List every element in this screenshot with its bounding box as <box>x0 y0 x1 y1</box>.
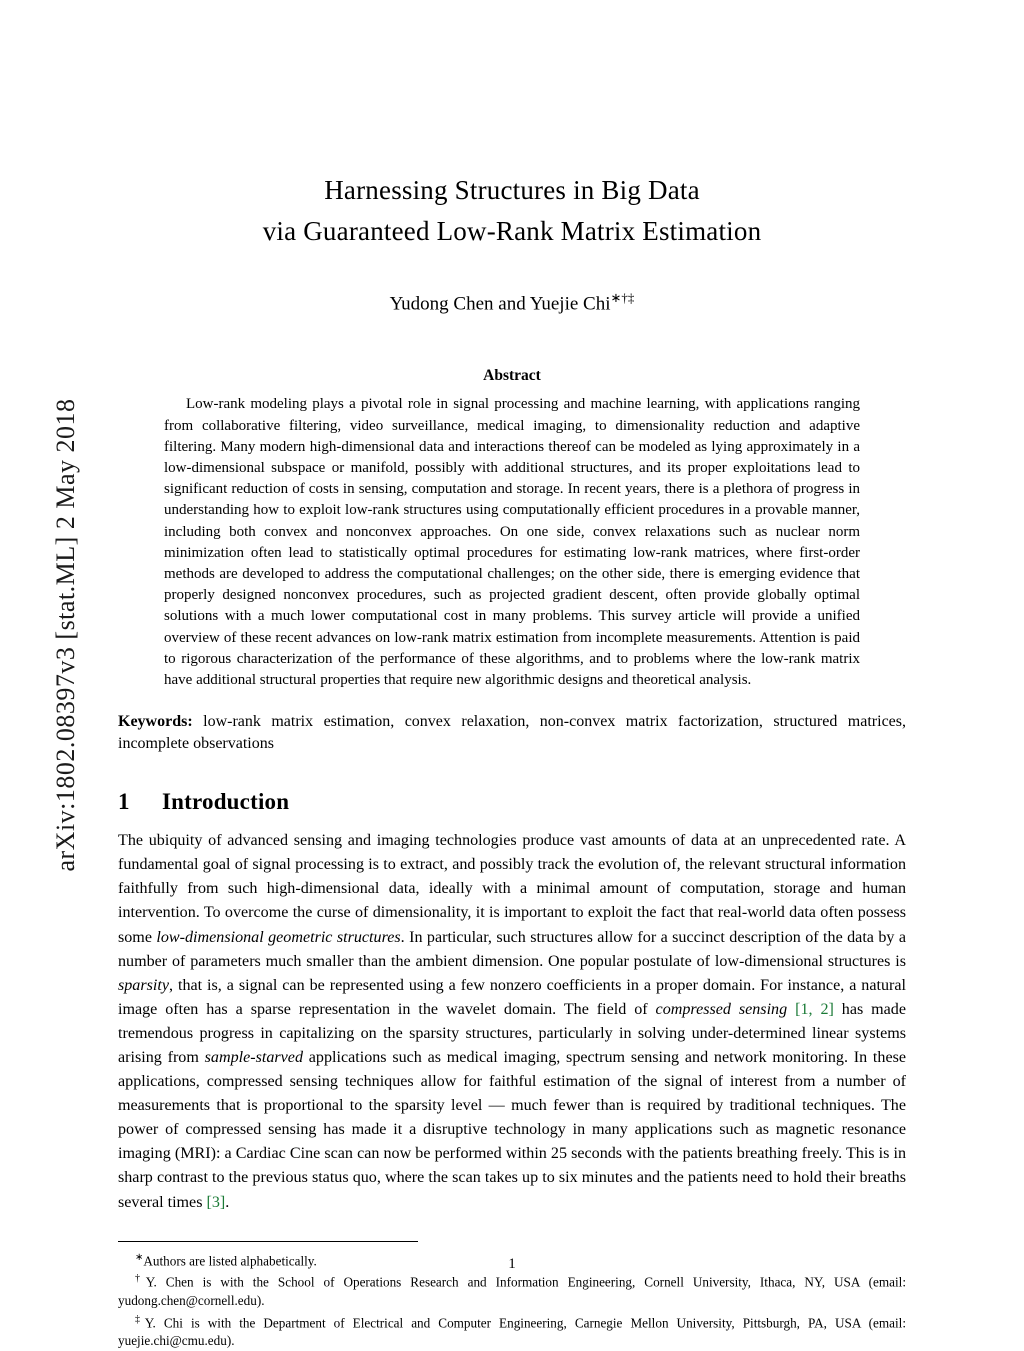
footnote-mark: ∗ <box>135 1251 144 1263</box>
page-title <box>118 170 906 252</box>
keywords-text: low-rank matrix estimation, convex relaxation, non-convex matrix factorization, structured matrices, incomplete observations <box>118 713 906 753</box>
author-names: Yudong Chen and Yuejie Chi <box>389 293 611 315</box>
title-line-2: via Guaranteed Low-Rank Matrix Estimation <box>262 216 762 246</box>
intro-text-e: has made tremendous progress in capitalizing on the sparsity structures, particularly in solving under-determined linear systems arising from <box>118 1000 906 1067</box>
citation-number-1: 1 <box>800 1000 809 1018</box>
footnote-text: Y. Chen is with the School of Operations Research and Information Engineering, Cornell University, Ithaca, NY, USA (email: yudong.chen@cornell.edu). <box>118 1274 906 1309</box>
title-line-1: Harnessing Structures in Big Data <box>324 175 700 205</box>
author-list <box>118 290 906 315</box>
footnote-mark: † <box>135 1273 146 1285</box>
footnote-item <box>118 1311 906 1351</box>
footnote-mark: ‡ <box>135 1313 145 1325</box>
section-number: 1 <box>118 789 130 815</box>
intro-text-c: , that is, a signal can be represented using a few nonzero coefficients in a proper domain. For instance, a natural image often has a sparse representation in the wavelet domain. The field of <box>118 976 906 1018</box>
keywords-label: Keywords: <box>118 713 193 731</box>
citation-link-2[interactable]: 2] <box>820 1000 834 1018</box>
intro-text-d <box>787 1001 795 1018</box>
footnote-divider <box>118 1241 418 1242</box>
author-footnote-marks: ∗†‡ <box>610 290 635 305</box>
intro-text-a: The ubiquity of advanced sensing and imaging technologies produce vast amounts of data at an unprecedented rate. A fundamental goal of signal processing is to extract, and possibly track the evolution of, the relevant structural information faithfully from such high-dimensional data, ideally with a minimal amount of computation, storage and human intervention. To overcome the curse of dimensionality, it is important to exploit the fact that real-world data often possess some <box>118 832 906 946</box>
keywords-block <box>118 711 906 755</box>
section-heading-introduction <box>118 789 906 815</box>
abstract-heading: Abstract <box>483 367 541 385</box>
citation-link-3[interactable]: [3] <box>206 1193 226 1211</box>
citation-number-3: 3 <box>211 1193 220 1211</box>
emphasis-sample-starved: sample-starved <box>204 1049 303 1067</box>
citation-link-1[interactable]: [1 <box>795 1000 809 1018</box>
introduction-paragraph <box>118 829 906 1215</box>
abstract-section <box>118 367 906 691</box>
emphasis-low-dimensional-geometric-structures: low-dimensional geometric structures <box>156 928 401 946</box>
footnote-item <box>118 1270 906 1310</box>
page-number: 1 <box>508 1256 516 1272</box>
citation-separator: , <box>808 1000 821 1018</box>
footnote-text: Authors are listed alphabetically. <box>143 1253 317 1269</box>
intro-text-b: . In particular, such structures allow for a succinct description of the data by a number of parameters much smaller than the ambient dimension. One popular postulate of low-dimensional structures is <box>118 928 906 970</box>
intro-text-f: applications such as medical imaging, spectrum sensing and network monitoring. In these applications, compressed sensing techniques allow for faithful estimation of the signal of interest from a number of measurements that is proportional to the sparsity level — much fewer than is required by traditional techniques. The power of compressed sensing has made it a disruptive technology in many applications such as magnetic resonance imaging (MRI): a Cardiac Cine scan can now be performed within 25 seconds with the patients breathing freely. This is in sharp contrast to the previous status quo, where the scan takes up to six minutes and the patients need to hold their breaths several times <box>118 1049 906 1211</box>
emphasis-compressed-sensing: compressed sensing <box>655 1000 788 1018</box>
section-title: Introduction <box>162 789 290 815</box>
footnote-text: Y. Chi is with the Department of Electrical and Computer Engineering, Carnegie Mellon University, Pittsburgh, PA, USA (email: yuejie.chi@cmu.edu). <box>118 1315 906 1349</box>
intro-text-g: . <box>225 1193 230 1211</box>
citation-number-2: 2 <box>820 1000 829 1018</box>
paper-page <box>118 0 906 1349</box>
abstract-text: Low-rank modeling plays a pivotal role in signal processing and machine learning, with applications ranging from collaborative filtering, video surveillance, medical imaging, to dimensionality reduction and adaptive filtering. Many modern high-dimensional data and interactions thereof can be modeled as lying approximately in a low-dimensional subspace or manifold, possibly with additional structures, and its proper exploitations lead to significant reduction of costs in sensing, computation and storage. In recent years, there is a plethora of progress in understanding how to exploit low-rank structures using computationally efficient procedures in a provable manner, including both convex and nonconvex approaches. On one side, convex relaxations such as nuclear norm minimization often lead to statistically optimal procedures for estimating low-rank matrices, where first-order methods are developed to address the computational challenges; on the other side, there is emerging evidence that properly designed nonconvex procedures, such as projected gradient descent, often provide globally optimal solutions with a much lower computational cost in many problems. This survey article will provide a unified overview of these recent advances on low-rank matrix estimation from incomplete measurements. Attention is paid to rigorous characterization of the performance of these algorithms, and to problems where the low-rank matrix have additional structural properties that require new algorithmic designs and theoretical analysis. <box>164 396 860 688</box>
emphasis-sparsity: sparsity <box>118 976 169 994</box>
arxiv-identifier-stamp: arXiv:1802.08397v3 [stat.ML] 2 May 2018 <box>51 398 80 872</box>
